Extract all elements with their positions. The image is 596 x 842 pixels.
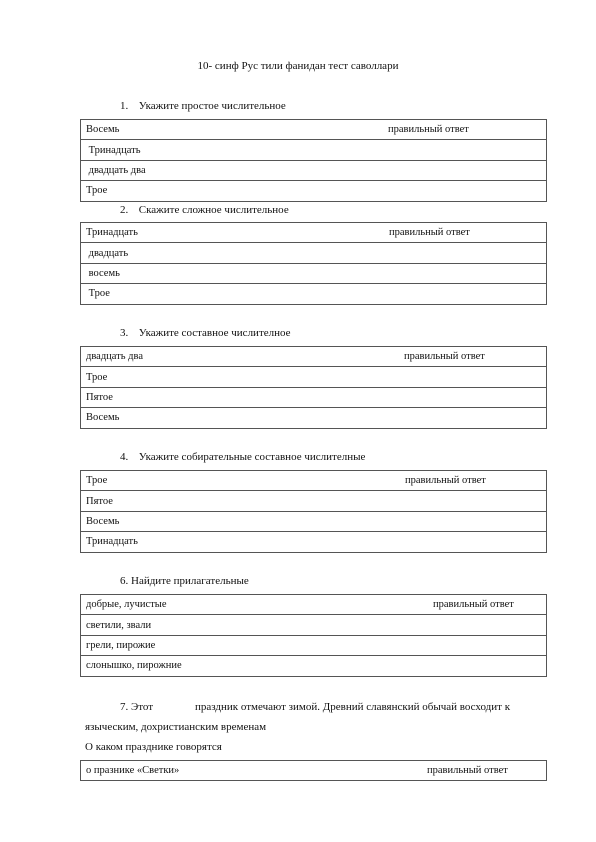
- question-7-line-2: языческим, дохристианским временам: [85, 721, 267, 733]
- option-cell: добрые, лучистые правильный ответ: [81, 595, 547, 615]
- correct-answer-mark: правильный ответ: [388, 124, 469, 135]
- table-row: [81, 408, 547, 428]
- table-row: [81, 367, 547, 387]
- correct-answer-mark: правильный ответ: [404, 351, 485, 362]
- question-text: Укажите составное числителное: [138, 327, 291, 339]
- option-cell: Пятое: [81, 491, 547, 511]
- correct-answer-mark: правильный ответ: [405, 475, 486, 486]
- option-cell: двадцать два: [81, 160, 547, 180]
- option-cell: Восемь: [81, 511, 547, 531]
- option-cell: Тринадцать: [81, 140, 547, 160]
- question-6: [120, 575, 249, 587]
- table-row: [81, 511, 547, 531]
- option-cell: Трое правильный ответ: [81, 471, 547, 491]
- question-text: Укажите собирательные составное числителные: [138, 451, 366, 463]
- option-cell: светили, звали: [81, 615, 547, 635]
- question-2: [120, 204, 289, 216]
- table-row: [81, 387, 547, 407]
- table-row: [81, 656, 547, 676]
- question-text: Скажите сложное числительное: [138, 204, 289, 216]
- question-4: [120, 451, 365, 463]
- question-number: 4.: [120, 451, 129, 463]
- table-row: [81, 347, 547, 367]
- option-cell: Тринадцать правильный ответ: [81, 223, 547, 243]
- option-cell: восемь: [81, 263, 547, 283]
- answer-table-6: [80, 594, 547, 677]
- table-row: [81, 160, 547, 180]
- question-text: Укажите простое числительное: [138, 100, 286, 112]
- option-cell: Пятое: [81, 387, 547, 407]
- option-cell: Восемь: [81, 408, 547, 428]
- option-cell: грели, пирожие: [81, 635, 547, 655]
- table-row: [81, 120, 547, 140]
- table-row: [81, 595, 547, 615]
- table-row: [81, 615, 547, 635]
- answer-table-3: [80, 346, 547, 429]
- option-cell: Тринадцать: [81, 532, 547, 552]
- correct-answer-mark: правильный ответ: [389, 227, 470, 238]
- answer-table-2: [80, 222, 547, 305]
- question-7-line-1a: 7. Этот: [120, 701, 154, 713]
- table-row: [81, 471, 547, 491]
- page-title: 10- синф Рус тили фанидан тест саволлари: [197, 60, 399, 72]
- table-row: [81, 140, 547, 160]
- option-cell: о празнике «Светки» правильный ответ: [81, 761, 547, 781]
- option-cell: Трое: [81, 181, 547, 201]
- table-row: [81, 181, 547, 201]
- question-7-line-1b: праздник отмечают зимой. Древний славянский обычай восходит к: [195, 701, 511, 713]
- question-number: 1.: [120, 100, 129, 112]
- question-number: 3.: [120, 327, 129, 339]
- option-cell: двадцать: [81, 243, 547, 263]
- table-row: [81, 635, 547, 655]
- table-row: [81, 263, 547, 283]
- option-cell: Восемь правильный ответ: [81, 120, 547, 140]
- table-row: [81, 761, 547, 781]
- table-row: [81, 491, 547, 511]
- option-cell: Трое: [81, 367, 547, 387]
- table-row: [81, 284, 547, 304]
- correct-answer-mark: правильный ответ: [427, 765, 508, 776]
- question-number: 2.: [120, 204, 129, 216]
- question-7-line-3: О каком празднике говорятся: [85, 741, 222, 753]
- answer-table-1: [80, 119, 547, 202]
- option-cell: слонышко, пирожние: [81, 656, 547, 676]
- table-row: [81, 243, 547, 263]
- answer-table-7: [80, 760, 547, 781]
- question-3: [120, 327, 291, 339]
- question-text: 6. Найдите прилагательные: [120, 575, 249, 587]
- table-row: [81, 532, 547, 552]
- question-1: [120, 100, 286, 112]
- answer-table-4: [80, 470, 547, 553]
- table-row: [81, 223, 547, 243]
- option-cell: Трое: [81, 284, 547, 304]
- option-cell: двадцать два правильный ответ: [81, 347, 547, 367]
- correct-answer-mark: правильный ответ: [433, 599, 514, 610]
